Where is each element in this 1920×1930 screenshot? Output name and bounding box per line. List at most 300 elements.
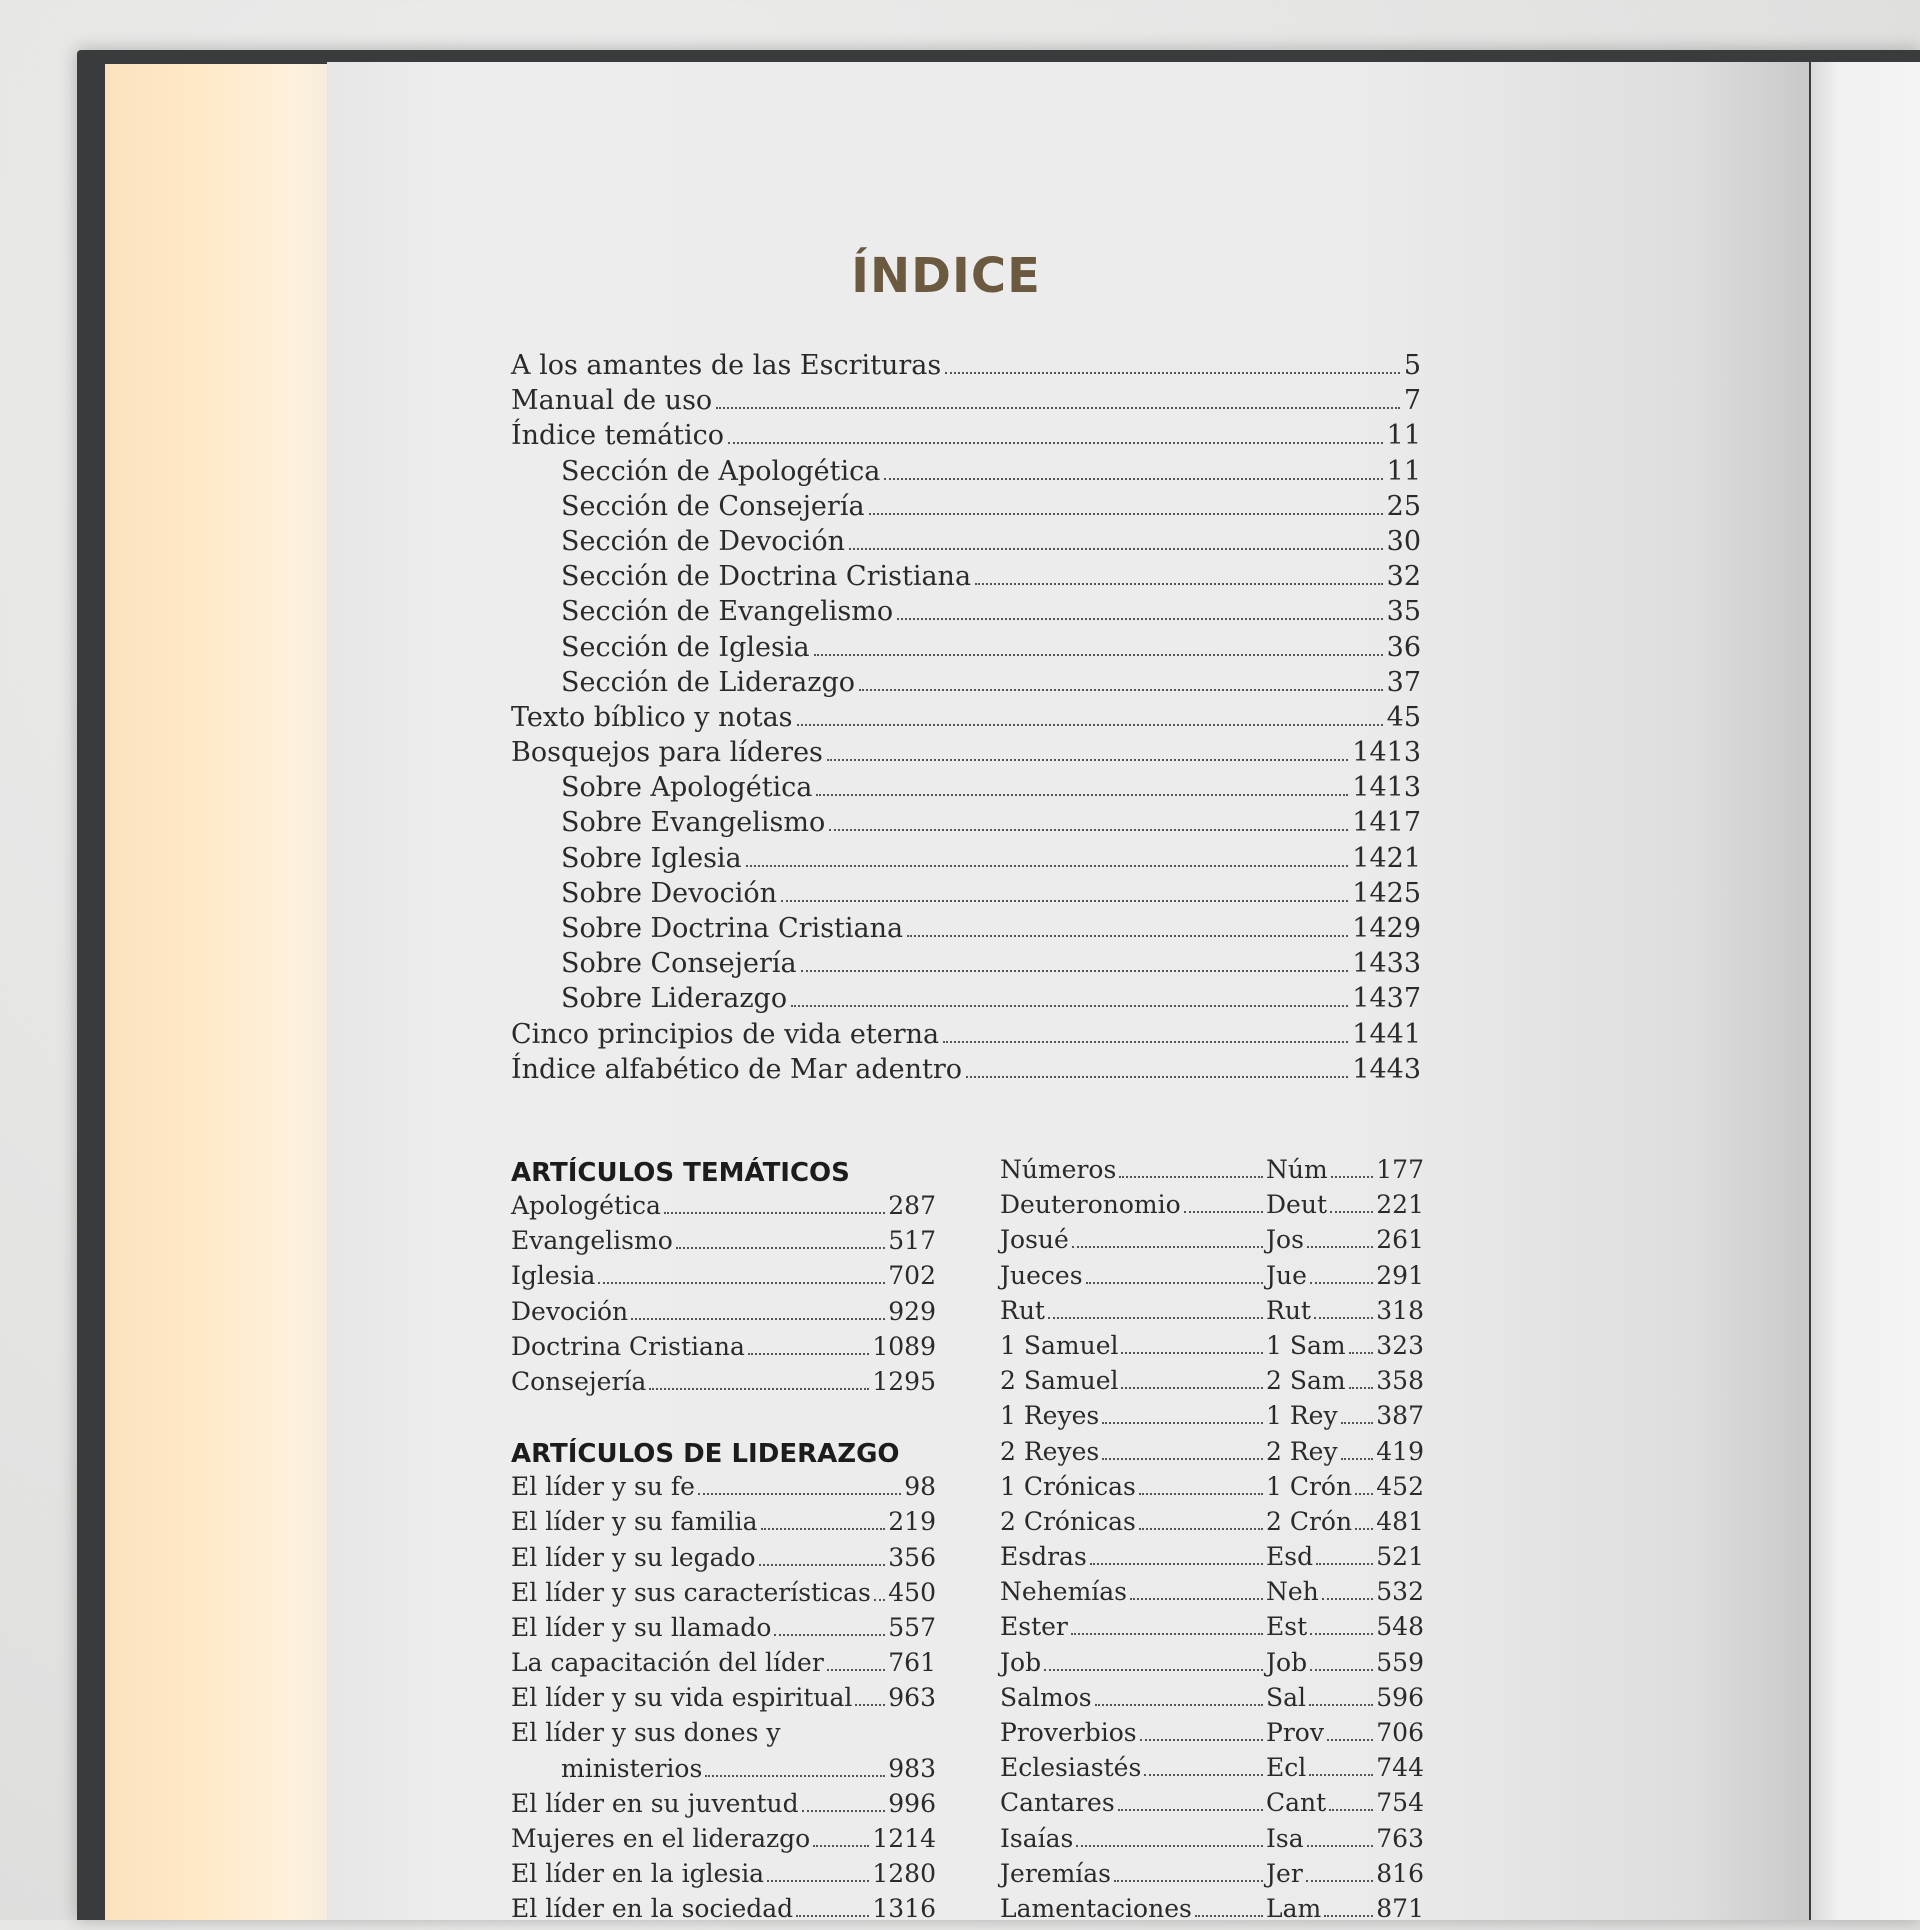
dot-leader (664, 1212, 885, 1214)
dot-leader (1316, 1563, 1373, 1565)
book-abbr: 2 Crón (1266, 1506, 1353, 1536)
dot-leader (814, 654, 1383, 656)
book-name-segment (1000, 1542, 1266, 1572)
book-entry (1000, 1648, 1424, 1683)
dot-leader (761, 1528, 886, 1530)
toc-entry (511, 1019, 1421, 1054)
dot-leader (1341, 1422, 1374, 1424)
tematicos-list (511, 1191, 936, 1402)
article-entry-title: El líder y su legado (511, 1542, 756, 1572)
toc-entry (511, 526, 1421, 561)
books-column (1000, 1155, 1424, 1929)
dot-leader (945, 372, 1400, 374)
toc-entry-title: Sobre Apologética (561, 772, 813, 804)
toc-entry-page: 11 (1386, 420, 1421, 452)
book-entry (1000, 1788, 1424, 1823)
toc-entry (511, 420, 1421, 455)
article-entry-title: El líder y su vida espiritual (511, 1683, 853, 1713)
book-abbr: 2 Sam (1266, 1366, 1346, 1396)
book-entry (1000, 1612, 1424, 1647)
dot-leader (649, 1388, 869, 1390)
toc-entry-page: 1443 (1352, 1053, 1421, 1085)
toc-entry-page: 37 (1386, 666, 1421, 698)
dot-leader (869, 513, 1383, 515)
article-entry (511, 1472, 936, 1507)
book-abbr: Prov (1266, 1718, 1324, 1747)
toc-entry (511, 983, 1421, 1018)
book-entry (1000, 1542, 1424, 1577)
toc-entry-page: 35 (1386, 596, 1421, 628)
book-entry (1000, 1437, 1424, 1472)
toc-entry (511, 913, 1421, 948)
book-entry (1000, 1190, 1424, 1225)
book-name: 1 Crónicas (1000, 1471, 1136, 1501)
book-name-segment (1000, 1401, 1266, 1431)
dot-leader (1048, 1317, 1263, 1319)
book-name-segment (1000, 1577, 1266, 1607)
book-name: Isaías (1000, 1823, 1074, 1853)
book-abbr: Jue (1266, 1260, 1307, 1290)
toc-entry-page: 25 (1386, 490, 1421, 522)
book-abbr-segment (1266, 1718, 1424, 1748)
dot-leader (802, 1810, 886, 1812)
article-entry-page: 98 (904, 1472, 936, 1502)
toc-entry-title: A los amantes de las Escrituras (511, 350, 942, 381)
toc-entry-title: Sección de Consejería (561, 490, 865, 522)
dot-leader (1140, 1739, 1263, 1741)
book-name: 1 Samuel (1000, 1330, 1119, 1360)
book-page: 177 (1376, 1155, 1424, 1184)
book-name-segment (1000, 1366, 1266, 1396)
toc-entry-page: 1425 (1352, 877, 1421, 909)
book-abbr-segment (1266, 1612, 1424, 1642)
book-name-segment (1000, 1331, 1266, 1361)
article-entry-page: 557 (888, 1612, 936, 1642)
book-abbr: Deut (1266, 1190, 1327, 1220)
toc-entry-title: Sobre Evangelismo (561, 807, 826, 839)
book-abbr: Lam (1266, 1893, 1322, 1923)
book-name-segment (1000, 1225, 1266, 1255)
book-name: 1 Reyes (1000, 1401, 1100, 1431)
toc-entry (511, 702, 1421, 737)
article-entry-title: Devoción (511, 1296, 629, 1326)
book-name: Nehemías (1000, 1577, 1128, 1607)
article-entry-page: 450 (888, 1577, 936, 1607)
dot-leader (816, 794, 1348, 796)
dot-leader (1076, 1845, 1263, 1847)
dot-leader (859, 689, 1383, 691)
article-entry-title: ministerios (561, 1753, 703, 1783)
book-name-segment (1000, 1894, 1266, 1924)
book-name: Jeremías (1000, 1858, 1111, 1888)
book-page: 221 (1376, 1190, 1424, 1220)
dot-leader (1310, 1633, 1373, 1635)
article-entry-page: 1295 (872, 1366, 936, 1396)
dot-leader (1322, 1598, 1374, 1600)
book-abbr: Job (1266, 1647, 1308, 1677)
book-name: Job (1000, 1647, 1042, 1677)
toc-entry-page: 45 (1386, 701, 1421, 733)
dot-leader (1119, 1176, 1263, 1178)
book-page: 871 (1376, 1893, 1424, 1923)
dot-leader (1086, 1282, 1263, 1284)
book-page: 481 (1376, 1506, 1424, 1536)
book-page: 261 (1376, 1225, 1424, 1255)
dot-leader (827, 1669, 885, 1671)
book-name: Deuteronomio (1000, 1190, 1181, 1220)
toc-entry-title: Sobre Iglesia (561, 842, 742, 874)
dot-leader (1355, 1493, 1373, 1495)
article-entry (511, 1754, 936, 1789)
article-entry-title: Evangelismo (511, 1226, 673, 1256)
liderazgo-heading: ARTÍCULOS DE LIDERAZGO (511, 1439, 900, 1470)
article-entry-page: 996 (888, 1788, 936, 1818)
book-name-segment (1000, 1683, 1266, 1713)
book-abbr: Sal (1266, 1682, 1307, 1712)
book-page: 323 (1376, 1330, 1424, 1360)
dot-leader (975, 583, 1383, 585)
dot-leader (1349, 1387, 1374, 1389)
dot-leader (966, 1076, 1348, 1078)
toc-entry-page: 7 (1403, 385, 1421, 417)
article-entry-title: El líder y su llamado (511, 1612, 772, 1642)
book-name: Ester (1000, 1612, 1068, 1642)
book-name-segment (1000, 1612, 1266, 1642)
article-entry-page: 356 (888, 1542, 936, 1572)
dot-leader (1102, 1422, 1263, 1424)
book-name-segment (1000, 1296, 1266, 1326)
article-entry (511, 1332, 936, 1367)
book-abbr-segment (1266, 1190, 1424, 1220)
article-entry-title: El líder en la iglesia (511, 1859, 765, 1889)
article-entry-title: El líder en la sociedad (511, 1894, 794, 1924)
article-entry (511, 1824, 936, 1859)
article-entry (511, 1226, 936, 1261)
dot-leader (907, 935, 1348, 937)
book-entry (1000, 1155, 1424, 1190)
article-entry-page: 702 (888, 1261, 936, 1291)
book-entry (1000, 1683, 1424, 1718)
toc-entry-title: Texto bíblico y notas (511, 701, 793, 733)
book-name-segment (1000, 1437, 1266, 1467)
book-name-segment (1000, 1824, 1266, 1854)
book-page: 291 (1376, 1260, 1424, 1290)
dot-leader (874, 1599, 885, 1601)
dot-leader (748, 1353, 869, 1355)
book-abbr-segment (1266, 1296, 1424, 1326)
dot-leader (759, 1564, 886, 1566)
toc-entry (511, 807, 1421, 842)
book-abbr: Est (1266, 1612, 1308, 1642)
book-abbr-segment (1266, 1507, 1424, 1537)
article-entry-title: Mujeres en el liderazgo (511, 1824, 811, 1853)
article-entry (511, 1718, 936, 1753)
book-page: 754 (1376, 1788, 1424, 1818)
book-abbr: Isa (1266, 1823, 1304, 1853)
book-abbr-segment (1266, 1648, 1424, 1678)
book-abbr: Neh (1266, 1577, 1319, 1607)
book-name-segment (1000, 1261, 1266, 1291)
toc-entry-title: Sección de Iglesia (561, 631, 810, 663)
book-entry (1000, 1894, 1424, 1929)
dot-leader (1071, 1633, 1263, 1635)
book-abbr-segment (1266, 1155, 1424, 1185)
book-entry (1000, 1331, 1424, 1366)
book-abbr: Rut (1266, 1295, 1311, 1325)
book-entry (1000, 1225, 1424, 1260)
book-name-segment (1000, 1507, 1266, 1537)
article-entry-page: 1316 (872, 1894, 936, 1924)
book-name-segment (1000, 1190, 1266, 1220)
book-name: Números (1000, 1155, 1117, 1184)
book-abbr-segment (1266, 1261, 1424, 1291)
book-entry (1000, 1401, 1424, 1436)
article-entry-page: 517 (888, 1226, 936, 1256)
dot-leader (676, 1247, 886, 1249)
article-entry (511, 1191, 936, 1226)
article-entry-page: 963 (888, 1683, 936, 1713)
book-name: Jueces (1000, 1260, 1083, 1290)
dot-leader (884, 478, 1382, 480)
article-entry-title: El líder en su juventud (511, 1788, 799, 1818)
book-abbr-segment (1266, 1788, 1424, 1818)
dot-leader (1330, 1211, 1373, 1213)
articles-column (511, 1155, 936, 1930)
book-entry (1000, 1718, 1424, 1753)
dot-leader (1121, 1387, 1263, 1389)
toc-entry-title: Índice alfabético de Mar adentro (511, 1053, 963, 1085)
dot-leader (1144, 1774, 1263, 1776)
article-entry (511, 1367, 936, 1402)
book-abbr-segment (1266, 1577, 1424, 1607)
book-page: 532 (1376, 1577, 1424, 1607)
dot-leader (774, 1634, 885, 1636)
toc-entry (511, 878, 1421, 913)
toc-entry (511, 1054, 1421, 1089)
book-entry (1000, 1261, 1424, 1296)
toc-entry-title: Sección de Liderazgo (561, 666, 856, 698)
article-entry (511, 1683, 936, 1718)
dot-leader (1306, 1880, 1374, 1882)
book-name: 2 Reyes (1000, 1436, 1100, 1466)
book-name-segment (1000, 1648, 1266, 1678)
book-name-segment (1000, 1753, 1266, 1783)
book-name-segment (1000, 1718, 1266, 1748)
dot-leader (1139, 1528, 1263, 1530)
dot-leader (1184, 1211, 1263, 1213)
page-edge (105, 64, 327, 1920)
dot-leader (796, 1915, 869, 1917)
liderazgo-list (511, 1472, 936, 1929)
book-abbr-segment (1266, 1753, 1424, 1783)
book-abbr: Jer (1266, 1858, 1303, 1888)
dot-leader (1130, 1598, 1263, 1600)
article-entry (511, 1578, 936, 1613)
book-abbr: Núm (1266, 1155, 1328, 1184)
toc-entry (511, 948, 1421, 983)
dot-leader (1072, 1246, 1263, 1248)
toc-entry (511, 596, 1421, 631)
book-entry (1000, 1577, 1424, 1612)
article-entry-page: 219 (888, 1507, 936, 1537)
book-abbr: 2 Rey (1266, 1436, 1338, 1466)
book-abbr-segment (1266, 1683, 1424, 1713)
toc-entry-title: Cinco principios de vida eterna (511, 1018, 940, 1050)
book-abbr: Ecl (1266, 1753, 1307, 1783)
book-page: 763 (1376, 1823, 1424, 1853)
toc-entry (511, 456, 1421, 491)
toc-entry (511, 772, 1421, 807)
dot-leader (598, 1282, 885, 1284)
book-name: Rut (1000, 1295, 1045, 1325)
toc-entry-page: 5 (1403, 350, 1421, 381)
dot-leader (1310, 1669, 1373, 1671)
dot-leader (1327, 1739, 1373, 1741)
book-entry (1000, 1472, 1424, 1507)
toc-entry-title: Sobre Devoción (561, 877, 778, 909)
book-name-segment (1000, 1155, 1266, 1185)
toc-entry-title: Sección de Doctrina Cristiana (561, 561, 972, 593)
book-page: 816 (1376, 1858, 1424, 1888)
dot-leader (728, 442, 1383, 444)
article-entry-title: Iglesia (511, 1261, 596, 1291)
toc-entry-page: 1433 (1352, 948, 1421, 980)
toc-entry-page: 1429 (1352, 913, 1421, 944)
book-name-segment (1000, 1859, 1266, 1889)
dot-leader (698, 1493, 901, 1495)
toc-entry (511, 632, 1421, 667)
tematicos-heading: ARTÍCULOS TEMÁTICOS (511, 1158, 850, 1188)
toc-entry-title: Sobre Doctrina Cristiana (561, 913, 904, 944)
book-entry (1000, 1296, 1424, 1331)
book-abbr-segment (1266, 1401, 1424, 1431)
page-title: ÍNDICE (851, 248, 1041, 304)
toc-entry-title: Sobre Consejería (561, 948, 797, 980)
toc-entry-page: 1413 (1352, 737, 1421, 769)
dot-leader (1114, 1880, 1263, 1882)
article-entry-page: 287 (888, 1191, 936, 1220)
dot-leader (791, 1005, 1348, 1007)
book-name: 2 Crónicas (1000, 1506, 1136, 1536)
dot-leader (897, 618, 1383, 620)
article-entry-title: Doctrina Cristiana (511, 1331, 745, 1361)
book-abbr-segment (1266, 1366, 1424, 1396)
toc-entry-page: 11 (1386, 455, 1421, 487)
toc-entry (511, 843, 1421, 878)
toc-entry (511, 491, 1421, 526)
dot-leader (829, 829, 1348, 831)
dot-leader (1309, 1774, 1373, 1776)
article-entry (511, 1613, 936, 1648)
book-page: 318 (1376, 1295, 1424, 1325)
book-name-segment (1000, 1788, 1266, 1818)
dot-leader (1329, 1809, 1373, 1811)
book-entry (1000, 1507, 1424, 1542)
toc-entry-title: Sección de Apologética (561, 455, 881, 487)
book-abbr: Cant (1266, 1788, 1327, 1818)
article-entry-title: El líder y sus dones y (511, 1718, 781, 1748)
dot-leader (855, 1704, 885, 1706)
toc-entry-page: 30 (1386, 525, 1421, 557)
toc-entry (511, 385, 1421, 420)
book-page: 358 (1376, 1366, 1424, 1396)
book-page: 706 (1376, 1718, 1424, 1747)
dot-leader (705, 1775, 885, 1777)
dot-leader (1090, 1563, 1263, 1565)
article-entry-page: 761 (888, 1648, 936, 1678)
article-entry-page: 983 (888, 1753, 936, 1783)
dot-leader (1307, 1246, 1373, 1248)
article-entry (511, 1648, 936, 1683)
book-abbr: Jos (1266, 1225, 1304, 1255)
book-abbr-segment (1266, 1859, 1424, 1889)
book-page: 548 (1376, 1612, 1424, 1642)
book-page: 387 (1376, 1401, 1424, 1431)
book-page: 419 (1376, 1436, 1424, 1466)
toc-entry (511, 350, 1421, 385)
book-page: 596 (1376, 1682, 1424, 1712)
toc-entry-title: Sección de Devoción (561, 525, 845, 557)
book-abbr: 1 Sam (1266, 1330, 1346, 1360)
toc-entry-page: 32 (1386, 561, 1421, 593)
book-abbr-segment (1266, 1542, 1424, 1572)
book-page: 744 (1376, 1753, 1424, 1783)
book-abbr-segment (1266, 1894, 1424, 1924)
book-page: 452 (1376, 1471, 1424, 1501)
book-name: Cantares (1000, 1788, 1115, 1818)
dot-leader (849, 548, 1383, 550)
dot-leader (1341, 1458, 1374, 1460)
toc-entry-title: Sobre Liderazgo (561, 983, 788, 1015)
article-entry-page: 1280 (872, 1859, 936, 1889)
article-entry (511, 1859, 936, 1894)
toc-entry (511, 667, 1421, 702)
table-of-contents (511, 350, 1421, 1089)
book-abbr-segment (1266, 1824, 1424, 1854)
dot-leader (801, 970, 1349, 972)
article-entry (511, 1543, 936, 1578)
toc-entry-title: Bosquejos para líderes (511, 737, 823, 769)
dot-leader (746, 865, 1349, 867)
dot-leader (1102, 1458, 1263, 1460)
article-entry-title: El líder y su fe (511, 1472, 695, 1502)
book-name: 2 Samuel (1000, 1366, 1119, 1396)
book-name: Esdras (1000, 1542, 1087, 1572)
book-entry (1000, 1824, 1424, 1859)
article-entry (511, 1261, 936, 1296)
dot-leader (1195, 1915, 1263, 1917)
dot-leader (1331, 1176, 1374, 1178)
toc-entry (511, 561, 1421, 596)
dot-leader (781, 900, 1348, 902)
toc-entry-title: Sección de Evangelismo (561, 596, 894, 628)
dot-leader (1307, 1845, 1374, 1847)
article-entry-title: El líder y su familia (511, 1507, 758, 1537)
article-entry-page: 1089 (872, 1331, 936, 1361)
dot-leader (1349, 1352, 1374, 1354)
dot-leader (716, 407, 1400, 409)
article-entry-title: La capacitación del líder (511, 1648, 824, 1678)
article-entry-title: El líder y sus características (511, 1577, 871, 1607)
book-entry (1000, 1753, 1424, 1788)
toc-entry-page: 1417 (1352, 807, 1421, 839)
dot-leader (1139, 1493, 1263, 1495)
toc-entry-page: 1437 (1352, 983, 1421, 1015)
dot-leader (1314, 1317, 1373, 1319)
dot-leader (767, 1880, 869, 1882)
article-entry-title: Apologética (511, 1191, 661, 1220)
dot-leader (1095, 1704, 1263, 1706)
